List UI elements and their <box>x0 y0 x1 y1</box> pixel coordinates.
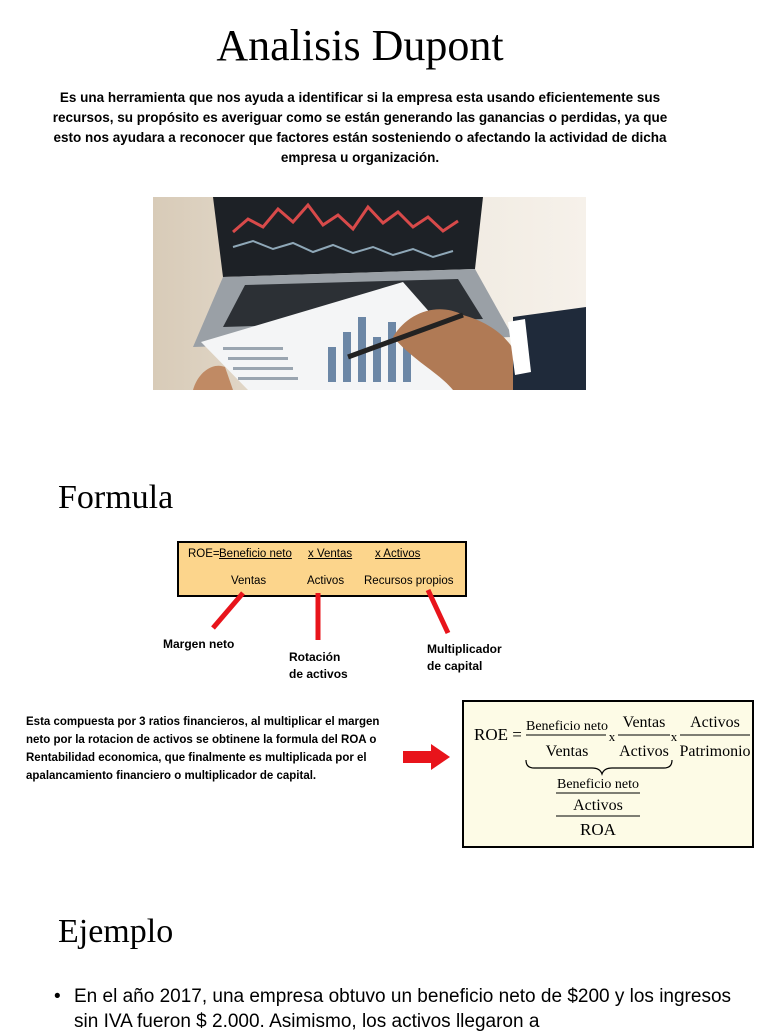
roe-num-2: Ventas <box>622 714 666 731</box>
label-multiplicador <box>427 641 502 675</box>
example-heading: Ejemplo <box>58 913 174 950</box>
intro-paragraph: Es una herramienta que nos ayuda a identificar si la empresa esta usando eficientemente sus recursos, su propósito es averiguar como se están generando las ganancias o perdidas, ya que esto nos ayudara a reconocer que factores están sosteniendo o afectando la actividad de dicha empresa u organización. <box>52 90 668 165</box>
formula-roe: ROE= <box>188 548 220 560</box>
roe-num-3: Activos <box>690 714 740 731</box>
roe-formula-box <box>462 700 754 848</box>
example-bullet <box>56 984 746 1034</box>
roa-label: ROA <box>580 820 616 839</box>
right-arrow-icon <box>403 744 450 770</box>
formula-top-1: Beneficio neto <box>219 548 292 560</box>
example-text: En el año 2017, una empresa obtuvo un beneficio neto de $200 y los ingresos sin IVA fueron $ 2.000. Asimismo, los activos llegaron a <box>74 986 732 1032</box>
label-rotacion <box>289 649 348 683</box>
formula-bottom-1: Ventas <box>231 575 267 587</box>
roe-den-2: Activos <box>619 743 669 760</box>
label-multiplicador-line-1: Multiplicador <box>427 642 502 656</box>
roe-times-2: x <box>670 729 678 744</box>
formula-bottom-2: Activos <box>307 575 345 587</box>
formula-bottom-3: Recursos propios <box>364 575 454 587</box>
label-rotacion-line-1: Rotación <box>289 650 341 664</box>
roa-num: Beneficio neto <box>556 777 640 792</box>
arrow-margen <box>213 593 243 628</box>
roe-num-1: Beneficio neto <box>525 719 609 734</box>
page-title: Analisis Dupont <box>216 21 504 70</box>
roe-times-1: x <box>608 729 616 744</box>
formula-top-2: x Ventas <box>308 548 353 560</box>
bullet-dot: • <box>54 986 61 1007</box>
roe-den-3: Patrimonio <box>679 743 751 760</box>
roa-den: Activos <box>573 797 623 814</box>
label-multiplicador-line-2: de capital <box>427 659 483 673</box>
roe-den-1: Ventas <box>545 743 589 760</box>
formula-heading: Formula <box>58 479 174 516</box>
roa-brace <box>526 760 672 774</box>
arrow-multiplicador <box>428 590 448 633</box>
roe-label: ROE = <box>474 725 522 744</box>
formula-description: Esta compuesta por 3 ratios financieros, al multiplicar el margen neto por la rotacion de activos se obtinene la formula del ROA o Rentabilidad economica, que finalmente es multiplicada por el apalancamiento financiero o multiplicador de capital. <box>26 716 380 782</box>
label-margen-neto: Margen neto <box>163 637 235 651</box>
formula-top-3: x Activos <box>375 548 421 560</box>
label-rotacion-line-2: de activos <box>289 667 348 681</box>
